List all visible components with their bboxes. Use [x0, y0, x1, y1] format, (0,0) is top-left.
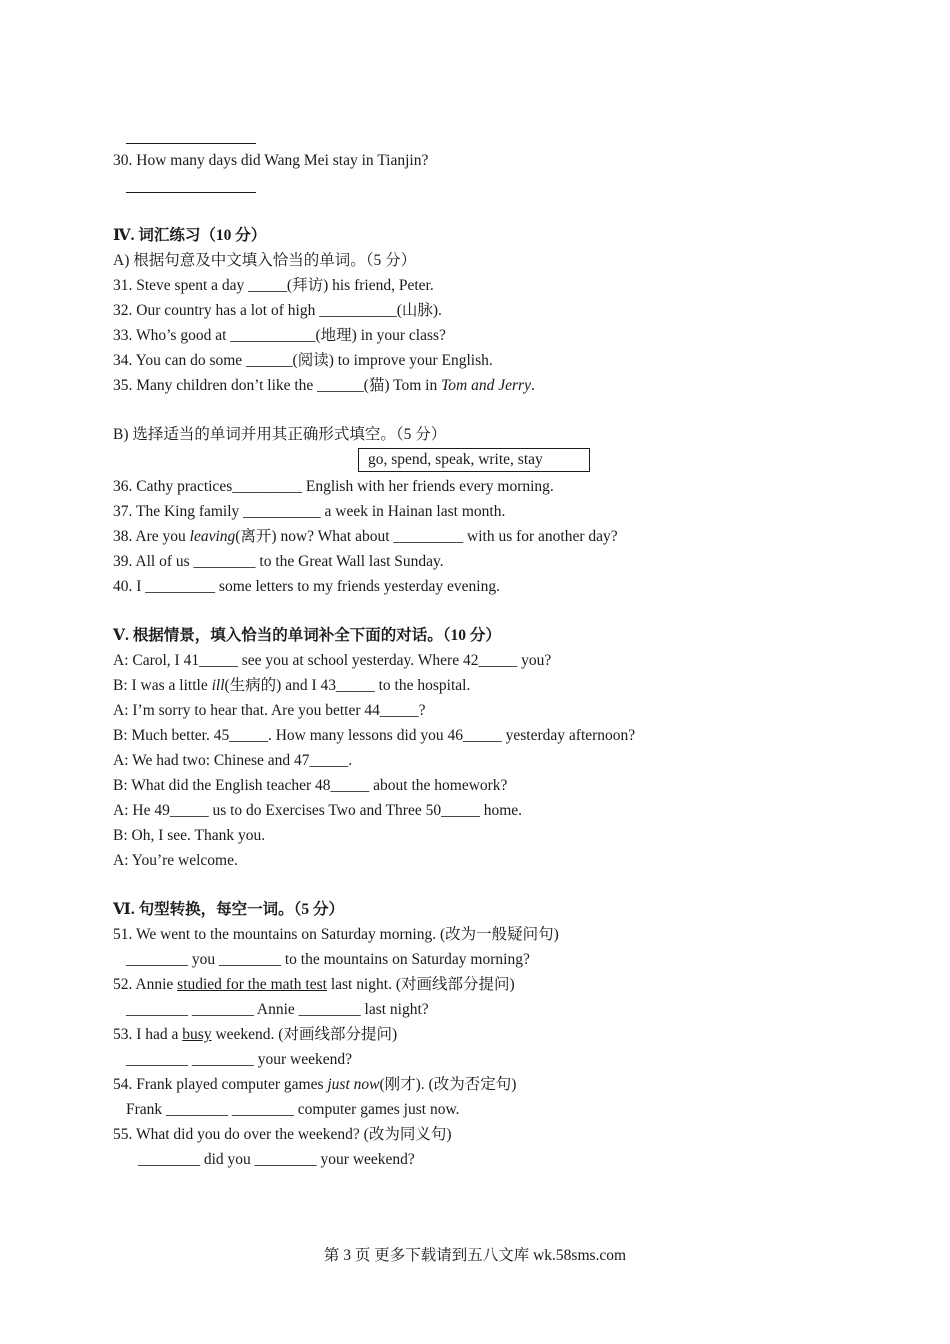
answer-line-30 — [126, 192, 256, 193]
question-54-italic: just now — [327, 1076, 380, 1093]
question-32: 32. Our country has a lot of high __________(山脉). — [113, 302, 442, 319]
question-54-end: (刚才). (改为否定句) — [379, 1076, 517, 1093]
answer-53: ________ ________ your weekend? — [126, 1051, 352, 1068]
question-52-underlined: studied for the math test — [177, 976, 327, 993]
dialogue-line-4: B: Much better. 45_____. How many lessons did you 46_____ yesterday afternoon? — [113, 727, 636, 744]
answer-54: Frank ________ ________ computer games just now. — [126, 1101, 460, 1118]
question-37: 37. The King family __________ a week in Hainan last month. — [113, 503, 506, 520]
dialogue-line-3: A: I’m sorry to hear that. Are you better 44_____? — [113, 702, 426, 719]
question-40: 40. I _________ some letters to my friends yesterday evening. — [113, 578, 500, 595]
question-35 — [113, 376, 535, 396]
question-52-end: last night. (对画线部分提问) — [326, 976, 515, 993]
dialogue-line-6: B: What did the English teacher 48_____ about the homework? — [113, 777, 508, 794]
question-51: 51. We went to the mountains on Saturday morning. (改为一般疑问句) — [113, 926, 559, 943]
question-31: 31. Steve spent a day _____(拜访) his friend, Peter. — [113, 277, 434, 294]
question-38-end: (离开) now? What about _________ with us for another day? — [235, 528, 618, 545]
question-36: 36. Cathy practices_________ English with her friends every morning. — [113, 478, 554, 495]
section-4-part-a: A) 根据句意及中文填入恰当的单词。（5 分） — [113, 252, 417, 269]
dialogue-line-2 — [113, 676, 470, 696]
section-6-title: Ⅵ. 句型转换，每空一词。（5 分） — [113, 901, 344, 918]
answer-52: ________ ________ Annie ________ last night? — [126, 1001, 429, 1018]
question-38 — [113, 527, 618, 547]
question-52-text: 52. Annie — [113, 976, 178, 993]
dialogue-line-8: B: Oh, I see. Thank you. — [113, 827, 266, 844]
question-39: 39. All of us ________ to the Great Wall last Sunday. — [113, 553, 444, 570]
dialogue-line-2-end: (生病的) and I 43_____ to the hospital. — [224, 677, 471, 694]
section-5-title: Ⅴ. 根据情景，填入恰当的单词补全下面的对话。（10 分） — [113, 627, 501, 644]
question-54-text: 54. Frank played computer games — [113, 1076, 328, 1093]
question-53-end: weekend. (对画线部分提问) — [211, 1026, 398, 1043]
dialogue-line-2-text: B: I was a little — [113, 677, 212, 694]
question-52 — [113, 975, 515, 995]
question-35-title: Tom and Jerry — [441, 377, 531, 394]
question-55: 55. What did you do over the weekend? (改为同义句) — [113, 1126, 452, 1143]
question-54 — [113, 1075, 516, 1095]
question-33: 33. Who’s good at ___________(地理) in your class? — [113, 327, 446, 344]
question-30: 30. How many days did Wang Mei stay in Tianjin? — [113, 152, 429, 169]
question-34: 34. You can do some ______(阅读) to improve your English. — [113, 352, 493, 369]
question-53-underlined: busy — [182, 1026, 212, 1043]
dialogue-line-9: A: You’re welcome. — [113, 852, 238, 869]
dialogue-line-1: A: Carol, I 41_____ see you at school yesterday. Where 42_____ you? — [113, 652, 552, 669]
answer-55: ________ did you ________ your weekend? — [138, 1151, 415, 1168]
question-38-italic: leaving — [189, 528, 236, 545]
section-4-title: Ⅳ. 词汇练习（10 分） — [113, 227, 267, 244]
dialogue-line-5: A: We had two: Chinese and 47_____. — [113, 752, 353, 769]
answer-51: ________ you ________ to the mountains on Saturday morning? — [126, 951, 530, 968]
question-38-text: 38. Are you — [113, 528, 190, 545]
question-53-text: 53. I had a — [113, 1026, 183, 1043]
question-53 — [113, 1025, 397, 1045]
page-footer: 第 3 页 更多下载请到五八文库 wk.58sms.com — [323, 1247, 627, 1264]
dialogue-line-7: A: He 49_____ us to do Exercises Two and Three 50_____ home. — [113, 802, 523, 819]
dialogue-line-2-italic: ill — [211, 677, 225, 694]
question-35-end: . — [530, 377, 535, 394]
section-4-part-b: B) 选择适当的单词并用其正确形式填空。（5 分） — [113, 426, 447, 443]
answer-line-29 — [126, 143, 256, 144]
question-35-text: 35. Many children don’t like the ______(猫) Tom in — [113, 377, 442, 394]
word-bank-box: go, spend, speak, write, stay — [358, 448, 590, 472]
